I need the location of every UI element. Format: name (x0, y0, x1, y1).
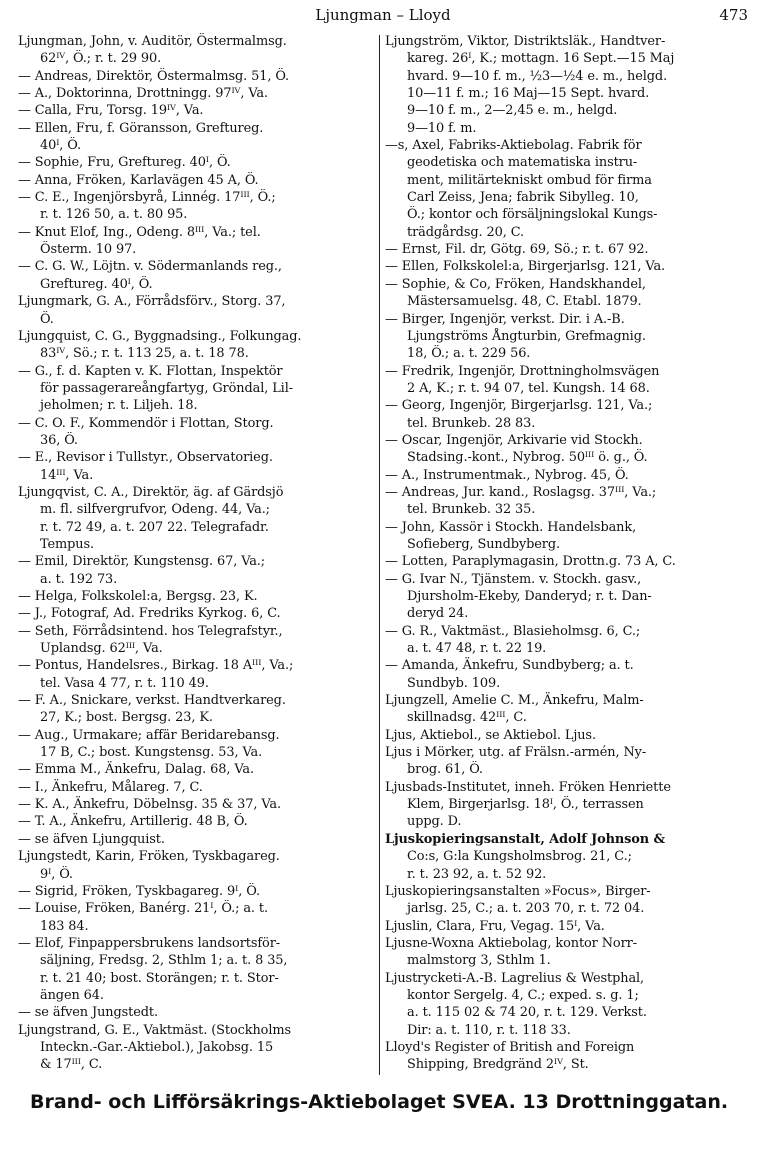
left-entry-line: Inteckn.-Gar.-Aktiebol.), Jakobsg. 15 (40, 1039, 274, 1055)
right-entry-line: — A., Instrumentmak., Nybrog. 45, Ö. (385, 467, 629, 483)
right-entry-line: 18, Ö.; a. t. 229 56. (407, 346, 531, 362)
left-entry-line: Ljungmark, G. A., Förrådsförv., Storg. 37, (18, 294, 286, 310)
left-entry-line: Ljungman, John, v. Auditör, Östermalmsg. (18, 34, 287, 49)
right-entry-line: — John, Kassör i Stockh. Handelsbank, (385, 519, 637, 535)
left-entry-line: — J., Fotograf, Ad. Fredriks Kyrkog. 6, C. (18, 606, 281, 622)
right-entry-line: Mästersamuelsg. 48, C. Etabl. 1879. (407, 294, 642, 310)
left-entry-line: — Aug., Urmakare; affär Beridarebansg. (18, 727, 280, 743)
right-entry-line: jarlsg. 25, C.; a. t. 203 70, r. t. 72 04. (407, 901, 645, 917)
left-entry-line: — Elof, Finpappersbrukens landsortsför- (18, 935, 281, 951)
right-entry-line: Stadsing.-kont., Nybrog. 50ᴵᴵᴵ ö. g., Ö. (407, 450, 648, 466)
right-entry-line: Ljungzell, Amelie C. M., Änkefru, Malm- (385, 693, 644, 709)
right-entry-line: Djursholm-Ekeby, Danderyd; r. t. Dan- (407, 589, 652, 604)
left-entry-line: 9ᴵ, Ö. (40, 866, 73, 882)
right-entry-line: malmstorg 3, Sthlm 1. (407, 953, 551, 969)
left-column (18, 33, 374, 1074)
right-entry-line: — Ellen, Folkskolel:a, Birgerjarlsg. 121, Va. (385, 259, 666, 275)
left-entry-line: r. t. 126 50, a. t. 80 95. (40, 207, 188, 223)
right-entry-line: Ljustrycketi-A.-B. Lagrelius & Westphal, (385, 970, 645, 986)
left-entry-line: — C. G. W., Löjtn. v. Södermanlands reg., (18, 259, 282, 275)
right-entry-line: skillnadsg. 42ᴵᴵᴵ, C. (407, 710, 527, 726)
right-entry-line: 10—11 f. m.; 16 Maj—15 Sept. hvard. (407, 86, 650, 102)
right-entry-line: a. t. 47 48, r. t. 22 19. (407, 641, 547, 657)
right-entry-line: — Amanda, Änkefru, Sundbyberg; a. t. (385, 658, 634, 674)
left-entry-line: — Ellen, Fru, f. Göransson, Greftureg. (18, 120, 264, 136)
left-entry-line: 17 B, C.; bost. Kungstensg. 53, Va. (40, 745, 263, 761)
right-entry-line: r. t. 23 92, a. t. 52 92. (407, 866, 547, 882)
left-entry-line: för passagerareångfartyg, Gröndal, Lil- (40, 380, 293, 396)
right-entry-line: 9—10 f. m. (407, 120, 477, 136)
right-entry-line: — Birger, Ingenjör, verkst. Dir. i A.-B. (385, 311, 625, 327)
left-entry-line: ängen 64. (40, 987, 104, 1003)
left-entry-line: — A., Doktorinna, Drottningg. 97ᴵⱽ, Va. (18, 86, 268, 102)
left-entry-line: 40ᴵ, Ö. (40, 138, 82, 154)
left-entry-line: Tempus. (40, 536, 95, 552)
left-entry-line: Ljungstedt, Karin, Fröken, Tyskbagareg. (18, 849, 280, 865)
column-divider (379, 35, 380, 1075)
right-entry-line: Carl Zeiss, Jena; fabrik Sibylleg. 10, (407, 190, 639, 206)
right-entry-line: — Ernst, Fil. dr, Götg. 69, Sö.; r. t. 67 92. (385, 242, 649, 258)
left-entry-line: r. t. 21 40; bost. Storängen; r. t. Stor- (40, 970, 279, 986)
right-entry-line: geodetiska och matematiska instru- (407, 155, 638, 171)
left-entry-line: — K. A., Änkefru, Döbelnsg. 35 & 37, Va. (18, 797, 281, 813)
left-entry-line: — Knut Elof, Ing., Odeng. 8ᴵᴵᴵ, Va.; tel. (18, 224, 261, 240)
right-entry-line: — Georg, Ingenjör, Birgerjarlsg. 121, Va.; (385, 398, 653, 414)
right-entry-line: tel. Brunkeb. 32 35. (407, 502, 536, 518)
right-entry-line: — Oscar, Ingenjör, Arkivarie vid Stockh. (385, 432, 643, 448)
running-title: Ljungman – Lloyd (315, 6, 451, 24)
left-entry-line: — I., Änkefru, Målareg. 7, C. (18, 779, 203, 795)
left-entry-line: & 17ᴵᴵᴵ, C. (40, 1057, 103, 1073)
right-entry-line: Ljuskopieringsanstalten »Focus», Birger- (385, 883, 651, 899)
right-entry-line: kontor Sergelg. 4, C.; exped. s. g. 1; (407, 987, 639, 1003)
left-entry-line: — Emil, Direktör, Kungstensg. 67, Va.; (18, 554, 266, 570)
footer-advertisement: Brand- och Lifförsäkrings-Aktiebolaget SVEA. 13 Drottninggatan. (30, 1091, 729, 1113)
right-entry-line: tel. Brunkeb. 28 83. (407, 415, 536, 431)
right-entry-line: Sofieberg, Sundbyberg. (407, 536, 561, 552)
left-entry-line: — Andreas, Direktör, Östermalmsg. 51, Ö. (18, 68, 290, 84)
right-entry-line: — G. R., Vaktmäst., Blasieholmsg. 6, C.; (385, 623, 641, 639)
right-entry-line: deryd 24. (407, 606, 469, 622)
right-entry-line: Shipping, Bredgränd 2ᴵⱽ, St. (407, 1057, 589, 1073)
right-entry-line: brog. 61, Ö. (407, 762, 483, 778)
right-entry-line: 9—10 f. m., 2—2,45 e. m., helgd. (407, 103, 618, 119)
right-entry-line: Ljuskopieringsanstalt, Adolf Johnson & (385, 831, 665, 847)
left-entry-line: — Sigrid, Fröken, Tyskbagareg. 9ᴵ, Ö. (18, 883, 260, 899)
left-entry-line: 62ᴵⱽ, Ö.; r. t. 29 90. (40, 51, 162, 67)
left-entry-line: — Pontus, Handelsres., Birkag. 18 Aᴵᴵᴵ, Va.; (18, 658, 294, 674)
left-entry-line: — se äfven Jungstedt. (18, 1005, 158, 1021)
left-entry-line: — C. O. F., Kommendör i Flottan, Storg. (18, 415, 274, 431)
right-entry-line: Lloyd's Register of British and Foreign (385, 1039, 635, 1055)
right-entry-line: Dir: a. t. 110, r. t. 118 33. (407, 1022, 571, 1038)
left-entry-line: Uplandsg. 62ᴵᴵᴵ, Va. (40, 641, 163, 657)
left-entry-line: — T. A., Änkefru, Artillerig. 48 B, Ö. (18, 814, 248, 830)
left-entry-line: Ljungqvist, C. A., Direktör, äg. af Gärdsjö (18, 484, 284, 500)
left-entry-line: — G., f. d. Kapten v. K. Flottan, Inspektör (18, 363, 283, 379)
right-entry-line: Co:s, G:la Kungsholmsbrog. 21, C.; (407, 849, 632, 865)
left-entry-line: — F. A., Snickare, verkst. Handtverkareg. (18, 693, 286, 709)
right-entry-line: Ljungström, Viktor, Distriktsläk., Handtver- (385, 34, 666, 49)
left-entry-line: 183 84. (40, 918, 89, 934)
right-entry-line: ment, militärtekniskt ombud för firma (407, 172, 652, 188)
left-entry-line: — Seth, Förrådsintend. hos Telegrafstyr., (18, 623, 283, 639)
left-entry-line: Ö. (40, 311, 54, 327)
left-entry-line: Greftureg. 40ᴵ, Ö. (40, 276, 153, 292)
right-entry-line: — Fredrik, Ingenjör, Drottningholmsvägen (385, 363, 660, 379)
left-entry-line: — se äfven Ljungquist. (18, 831, 165, 847)
left-entry-line: 27, K.; bost. Bergsg. 23, K. (40, 710, 213, 726)
left-entry-line: 36, Ö. (40, 432, 78, 448)
right-entry-line: kareg. 26ᴵ, K.; mottagn. 16 Sept.—15 Maj (407, 51, 675, 67)
left-entry-line: r. t. 72 49, a. t. 207 22. Telegrafadr. (40, 519, 269, 535)
left-entry-line: tel. Vasa 4 77, r. t. 110 49. (40, 675, 209, 691)
left-entry-line: — Calla, Fru, Torsg. 19ᴵⱽ, Va. (18, 103, 204, 119)
right-entry-line: Ljus, Aktiebol., se Aktiebol. Ljus. (385, 727, 596, 743)
left-entry-line: — Sophie, Fru, Greftureg. 40ᴵ, Ö. (18, 155, 231, 171)
left-entry-line: 14ᴵᴵᴵ, Va. (40, 467, 94, 483)
right-entry-line: Ljus i Mörker, utg. af Frälsn.-armén, Ny- (385, 745, 647, 761)
left-entry-line: — Anna, Fröken, Karlavägen 45 A, Ö. (18, 172, 259, 188)
right-entry-line: a. t. 115 02 & 74 20, r. t. 129. Verkst. (407, 1005, 647, 1021)
left-entry-line: Ljungstrand, G. E., Vaktmäst. (Stockholms (18, 1022, 291, 1038)
directory-columns (18, 33, 748, 1083)
left-entry-line: — Helga, Folkskolel:a, Bergsg. 23, K. (18, 589, 258, 604)
right-column (385, 33, 748, 1074)
right-entry-line: — Andreas, Jur. kand., Roslagsg. 37ᴵᴵᴵ, Va.; (385, 484, 657, 500)
right-entry-line: — Lotten, Paraplymagasin, Drottn.g. 73 A, C. (385, 554, 676, 570)
right-entry-line: Ö.; kontor och försäljningslokal Kungs- (407, 207, 658, 223)
right-entry-line: Ljungströms Ångturbin, Grefmagnig. (407, 328, 646, 344)
left-entry-line: jeholmen; r. t. Liljeh. 18. (40, 398, 198, 414)
left-entry-line: säljning, Fredsg. 2, Sthlm 1; a. t. 8 35, (40, 953, 288, 969)
left-entry-line: — Louise, Fröken, Banérg. 21ᴵ, Ö.; a. t. (18, 901, 268, 917)
right-entry-line: uppg. D. (407, 814, 462, 830)
right-entry-line: Ljusbads-Institutet, inneh. Fröken Henriette (385, 779, 671, 795)
right-entry-line: Klem, Birgerjarlsg. 18ᴵ, Ö., terrassen (407, 797, 644, 813)
left-entry-line: 83ᴵⱽ, Sö.; r. t. 113 25, a. t. 18 78. (40, 346, 249, 362)
page-header (18, 6, 748, 30)
left-entry-line: m. fl. silfvergrufvor, Odeng. 44, Va.; (40, 502, 270, 518)
left-entry-line: — E., Revisor i Tullstyr., Observatorieg. (18, 450, 273, 466)
right-entry-line: 2 A, K.; r. t. 94 07, tel. Kungsh. 14 68. (407, 380, 650, 396)
right-entry-line: Sundbyb. 109. (407, 675, 501, 691)
page-number: 473 (719, 6, 748, 24)
right-entry-line: — Sophie, & Co, Fröken, Handskhandel, (385, 276, 646, 292)
left-entry-line: Ljungquist, C. G., Byggnadsing., Folkungag. (18, 328, 302, 344)
right-entry-line: hvard. 9—10 f. m., ½3—½4 e. m., helgd. (407, 68, 668, 84)
right-entry-line: Ljuslin, Clara, Fru, Vegag. 15ᴵ, Va. (385, 918, 605, 934)
left-entry-line: Österm. 10 97. (40, 242, 137, 258)
right-entry-line: — G. Ivar N., Tjänstem. v. Stockh. gasv., (385, 571, 642, 587)
left-entry-line: — C. E., Ingenjörsbyrå, Linnég. 17ᴵᴵᴵ, Ö.; (18, 190, 276, 206)
right-entry-line: trädgårdsg. 20, C. (407, 224, 524, 240)
right-entry-line: Ljusne-Woxna Aktiebolag, kontor Norr- (385, 935, 637, 951)
right-entry-line: —s, Axel, Fabriks-Aktiebolag. Fabrik för (385, 138, 642, 154)
left-entry-line: — Emma M., Änkefru, Dalag. 68, Va. (18, 762, 254, 778)
left-entry-line: a. t. 192 73. (40, 571, 118, 587)
